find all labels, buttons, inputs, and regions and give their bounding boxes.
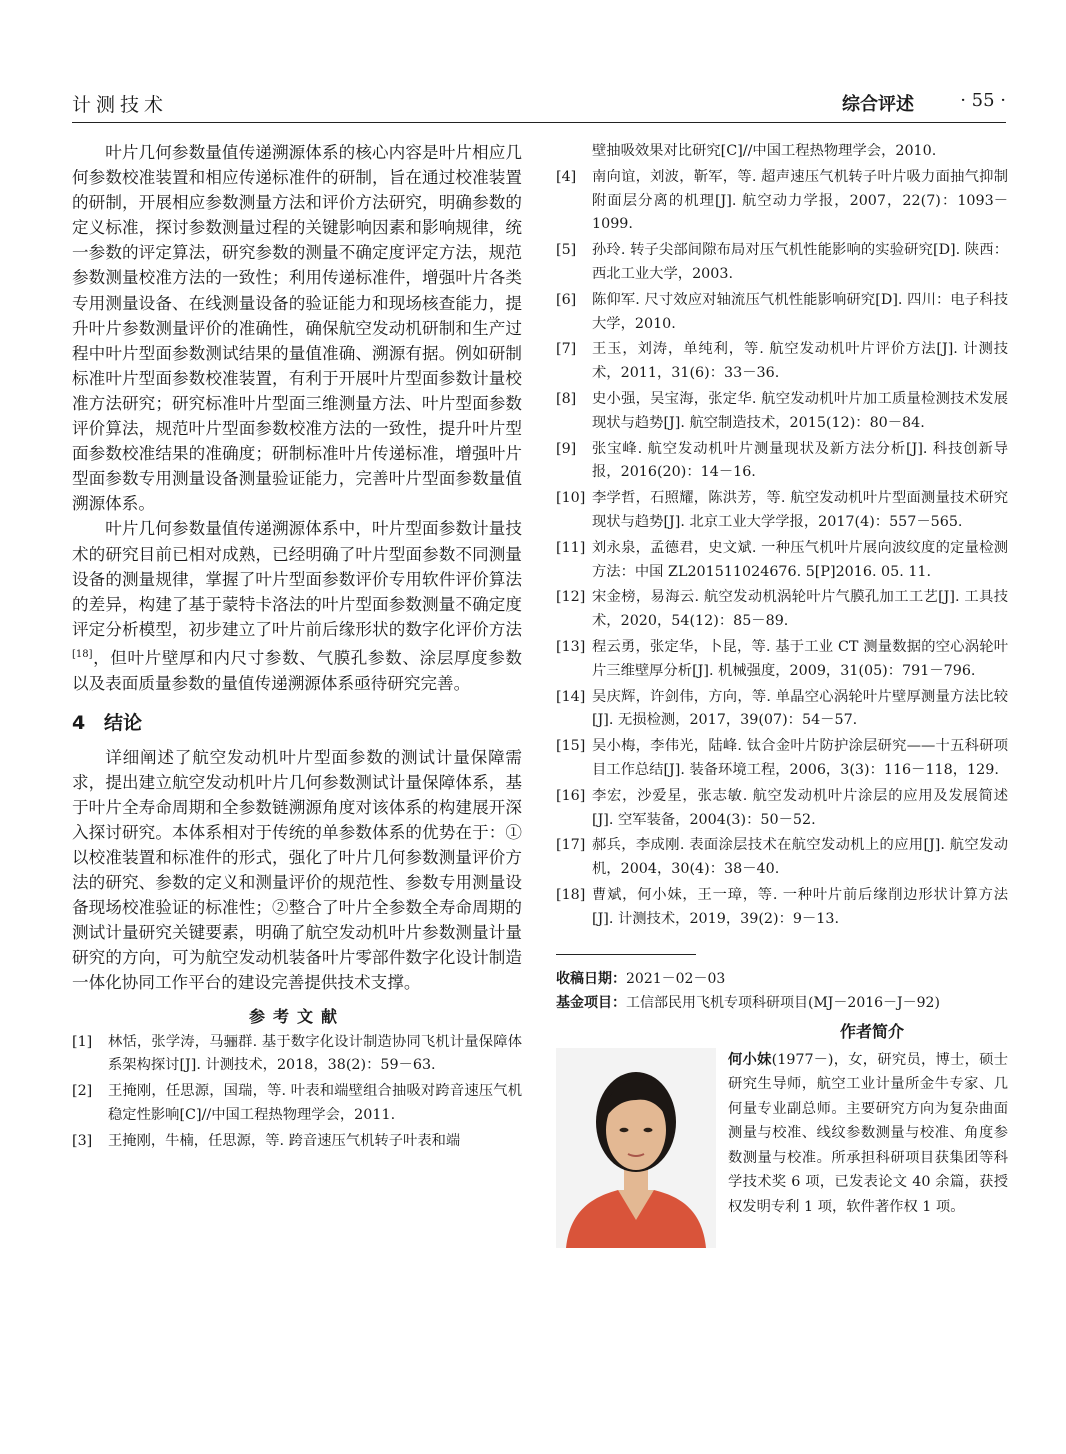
journal-name: 计测技术 [72,94,169,116]
reference-text: 刘永泉，孟德君，史文斌. 一种压气机叶片展向波纹度的定量检测方法：中国 ZL201511024676. 5[P]2016. 05. 11. [592,539,1008,580]
paragraph-2-text-b: ，但叶片壁厚和内尺寸参数、气膜孔参数、涂层厚度参数以及表面质量参数的量值传递溯源体系亟待研究完善。 [72,648,522,693]
reference-number: [16] [556,787,586,804]
reference-item [556,239,1008,287]
reference-continuation: 壁抽吸效果对比研究[C]//中国工程热物理学会，2010. [592,143,937,159]
reference-item [556,884,1008,932]
reference-text: 宋金榜，易海云. 航空发动机涡轮叶片气膜孔加工工艺[J]. 工具技术，2020，54(12)：85－89. [592,589,1008,630]
reference-item [556,289,1008,337]
section-label: 综合评述 [842,94,914,115]
reference-text: 孙玲. 转子尖部间隙布局对压气机性能影响的实验研究[D]. 陕西：西北工业大学，2003. [592,242,1008,282]
references-heading: 参考文献 [248,1006,345,1026]
reference-number: [10] [556,490,586,507]
left-column [72,140,522,1156]
received-label: 收稿日期： [556,970,626,987]
reference-text: 史小强，吴宝海，张定华. 航空发动机叶片加工质量检测技术发展现状与趋势[J]. 航空制造技术，2015(12)：80－84. [592,390,1008,431]
reference-number: [5] [556,242,577,259]
reference-item [556,537,1008,585]
reference-item [556,166,1008,237]
reference-number: [3] [72,1132,93,1149]
reference-item [72,1080,522,1128]
reference-item [556,686,1008,734]
reference-text: 南向谊，刘波，靳军，等. 超声速压气机转子叶片吸力面抽气抑制附面层分离的机理[J]. 航空动力学报，2007，22(7)：1093－1099. [592,168,1008,233]
reference-number: [9] [556,440,577,457]
reference-text: 曹斌，何小妹，王一璋，等. 一种叶片前后缘削边形状计算方法[J]. 计测技术，2019，39(2)：9－13. [592,886,1008,927]
author-bio-heading: 作者简介 [839,1021,904,1041]
reference-text: 王玉，刘涛，单纯利，等. 航空发动机叶片评价方法[J]. 计测技术，2011，31(6)：33－36. [592,341,1008,382]
reference-text: 陈仰军. 尺寸效应对轴流压气机性能影响研究[D]. 四川：电子科技大学，2010. [592,291,1008,332]
reference-number: [13] [556,638,586,655]
reference-text: 张宝峰. 航空发动机叶片测量现状及新方法分析[J]. 科技创新导报，2016(20)：14－16. [592,440,1008,481]
author-description: (1977－)，女，研究员，博士，硕士研究生导师，航空工业计量所金牛专家、几何量专业副总师。主要研究方向为复杂曲面测量与校准、线纹参数测量与校准、角度参数测量与校准。所承担科研项目获集团等科学技术奖 6 项，已发表论文 40 余篇，获授权发明专利 1 项，软件著作权 1 项。 [728,1051,1009,1216]
fund-value: 工信部民用飞机专项科研项目(MJ－2016－J－92) [626,994,940,1011]
fund-label: 基金项目： [556,994,626,1011]
paragraph-2 [72,516,522,695]
section-heading-conclusion [72,708,522,735]
reference-item [556,438,1008,486]
photo-eye-right [644,1127,653,1131]
author-photo [556,1048,716,1248]
reference-text: 李学哲，石照耀，陈洪芳，等. 航空发动机叶片型面测量技术研究现状与趋势[J]. 北京工业大学学报，2017(4)：557－565. [592,490,1008,530]
reference-text: 李宏，沙爱星，张志敏. 航空发动机叶片涂层的应用及发展简述[J]. 空军装备，2004(3)：50－52. [592,787,1008,828]
reference-number: [2] [72,1083,93,1100]
reference-number: [4] [556,168,577,185]
fund-project [556,991,1008,1015]
reference-number: [11] [556,539,586,556]
reference-list-left [72,1031,522,1154]
received-date [556,967,1008,991]
reference-text: 程云勇，张定华，卜昆，等. 基于工业 CT 测量数据的空心涡轮叶片三维壁厚分析[J]. 机械强度，2009，31(05)：791－796. [592,638,1008,679]
reference-item [72,1130,522,1154]
reference-text: 郝兵，李成刚. 表面涂层技术在航空发动机上的应用[J]. 航空发动机，2004，30(4)：38－40. [592,837,1008,878]
reference-text: 林恬，张学涛，马骊群. 基于数字化设计制造协同飞机计量保障体系架构探讨[J]. 计测技术，2018，38(2)：59－63. [108,1033,522,1074]
page-header [72,88,1006,123]
section-number: 4 [72,711,86,734]
reference-number: [18] [556,886,586,903]
reference-text: 吴小梅，李伟光，陆峰. 钛合金叶片防护涂层研究——十五科研项目工作总结[J]. 装备环境工程，2006，3(3)：116－118，129. [592,738,1008,778]
photo-eye-left [620,1127,629,1131]
reference-number: [8] [556,390,577,407]
reference-text: 王掩刚，牛楠，任思源，等. 跨音速压气机转子叶表和端 [108,1132,461,1149]
received-value: 2021－02－03 [626,970,726,987]
author-bio-text [728,1048,1008,1220]
page-number: · 55 · [960,90,1006,111]
reference-item [556,785,1008,833]
author-bio [556,1048,1008,1288]
reference-item [556,586,1008,634]
author-portrait-icon [556,1048,716,1248]
reference-text: 吴庆辉，许剑伟，方向，等. 单晶空心涡轮叶片壁厚测量方法比较[J]. 无损检测，2017，39(07)：54－57. [592,688,1008,729]
right-column [556,140,1008,1288]
reference-item [556,338,1008,386]
reference-number: [15] [556,738,586,755]
reference-number: [7] [556,341,577,358]
paragraph-conclusion: 详细阐述了航空发动机叶片型面参数的测试计量保障需求，提出建立航空发动机叶片几何参数测试计量保障体系，基于叶片全寿命周期和全参数链溯源角度对该体系的构建展开深入探讨研究。本体系相对于传统的单参数体系的优势在于：①以校准装置和标准件的形式，强化了叶片几何参数测量评价方法的研究、参数的定义和测量评价的规范性、参数专用测量设备现场校准验证的标准性；②整合了叶片全参数全寿命周期的测试计量研究关键要素，明确了航空发动机叶片参数测量计量研究的方向，可为航空发动机装备叶片零部件数字化设计制造一体化协同工作平台的建设完善提供技术支撑。 [72,747,522,993]
footnote-divider [556,954,696,955]
reference-item [556,636,1008,684]
section-title: 结论 [104,711,143,734]
reference-item [72,1031,522,1079]
reference-number: [14] [556,688,586,705]
reference-item [556,735,1008,783]
citation-18[interactable]: [18] [72,648,93,660]
reference-text: 王掩刚，任思源，国瑞，等. 叶表和端壁组合抽吸对跨音速压气机稳定性影响[C]//中国工程热物理学会，2011. [108,1083,522,1123]
reference-item [556,388,1008,436]
paragraph-1: 叶片几何参数量值传递溯源体系的核心内容是叶片相应几何参数校准装置和相应传递标准件的研制，旨在通过校准装置的研制，开展相应参数测量方法和评价方法研究，明确参数的定义标准，探讨参数测量过程的关键影响因素和影响规律，统一参数的评定算法，研究参数的测量不确定度评定方法，规范参数测量校准方法的一致性；利用传递标准件，增强叶片各类专用测量设备、在线测量设备的验证能力和现场核查能力，提升叶片参数测量评价的准确性，确保航空发动机研制和生产过程中叶片型面参数测试结果的量值准确、溯源有据。例如研制标准叶片型面参数校准装置，有利于开展叶片型面参数计量校准方法研究；研究标准叶片型面三维测量方法、叶片型面参数评价算法，规范叶片型面参数校准方法的一致性，提升叶片型面参数校准结果的准确度；研制标准叶片传递标准，增强叶片型面参数专用测量设备测量验证能力，完善叶片型面参数量值溯源体系。 [72,143,522,514]
paragraph-2-text-a: 叶片几何参数量值传递溯源体系中，叶片型面参数计量技术的研究目前已相对成熟，已经明确了叶片型面参数不同测量设备的测量规律，掌握了叶片型面参数评价专用软件评价算法的差异，构建了基于蒙特卡洛法的叶片型面参数测量不确定度评定分析模型，初步建立了叶片前后缘形状的数字化评价方法 [72,519,522,639]
reference-number: [6] [556,291,577,308]
reference-number: [17] [556,837,586,854]
reference-item [556,834,1008,882]
reference-list-right [556,166,1008,932]
author-name: 何小妹 [728,1051,772,1068]
reference-number: [1] [72,1033,93,1050]
reference-number: [12] [556,589,586,606]
reference-item [556,487,1008,535]
